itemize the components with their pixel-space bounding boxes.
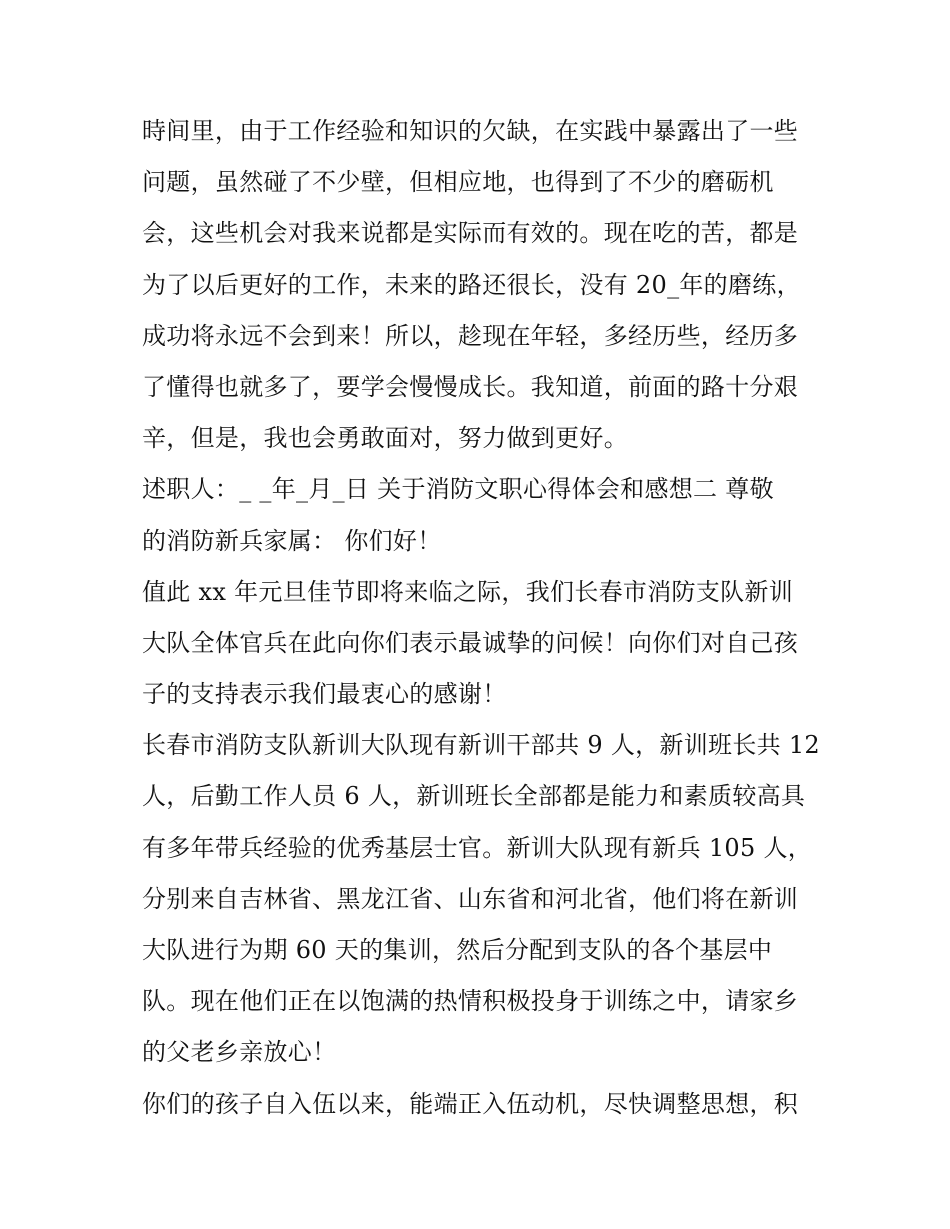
- text-line: 会，这些机会对我来说都是实际而有效的。现在吃的苦，都是: [142, 219, 799, 248]
- text-line: 为了以后更好的工作，未来的路还很长，没有 20_年的磨练，: [142, 270, 801, 299]
- text-line: 值此 xx 年元旦佳节即将来临之际，我们长春市消防支队新训: [142, 577, 794, 606]
- text-line: 時间里，由于工作经验和知识的欠缺，在实践中暴露出了一些: [142, 117, 799, 145]
- text-line: 大队全体官兵在此向你们表示最诚挚的问候！向你们对自己孩: [142, 628, 799, 657]
- text-line: 的消防新兵家属： 你们好！: [142, 526, 442, 555]
- text-line: 有多年带兵经验的优秀基层士官。新训大队现有新兵 105 人，: [142, 833, 813, 862]
- text-line: 分别来自吉林省、黑龙江省、山东省和河北省，他们将在新训: [142, 884, 799, 913]
- text-line: 子的支持表示我们最衷心的感谢！: [142, 680, 507, 709]
- document-body: [142, 106, 822, 1130]
- text-line: 述职人：_ _年_月_日 关于消防文职心得体会和感想二 尊敬: [142, 475, 774, 504]
- text-line: 辛，但是，我也会勇敢面对，努力做到更好。: [142, 424, 628, 453]
- text-line: 问题，虽然碰了不少壁，但相应地，也得到了不少的磨砺机: [142, 168, 774, 197]
- text-line: 的父老乡亲放心！: [142, 1038, 337, 1067]
- text-line: 了懂得也就多了，要学会慢慢成长。我知道，前面的路十分艰: [142, 372, 799, 401]
- text-line: 队。现在他们正在以饱满的热情积极投身于训练之中，请家乡: [142, 987, 799, 1016]
- text-line: 长春市消防支队新训大队现有新训干部共 9 人，新训班长共 12: [142, 731, 820, 760]
- text-line: 人，后勤工作人员 6 人，新训班长全部都是能力和素质较高具: [142, 782, 806, 811]
- text-line: 大队进行为期 60 天的集训，然后分配到支队的各个基层中: [142, 936, 773, 964]
- text-line: 成功将永远不会到来！所以，趁现在年轻，多经历些，经历多: [142, 321, 799, 350]
- text-line: 你们的孩子自入伍以来，能端正入伍动机，尽快调整思想，积: [142, 1089, 799, 1118]
